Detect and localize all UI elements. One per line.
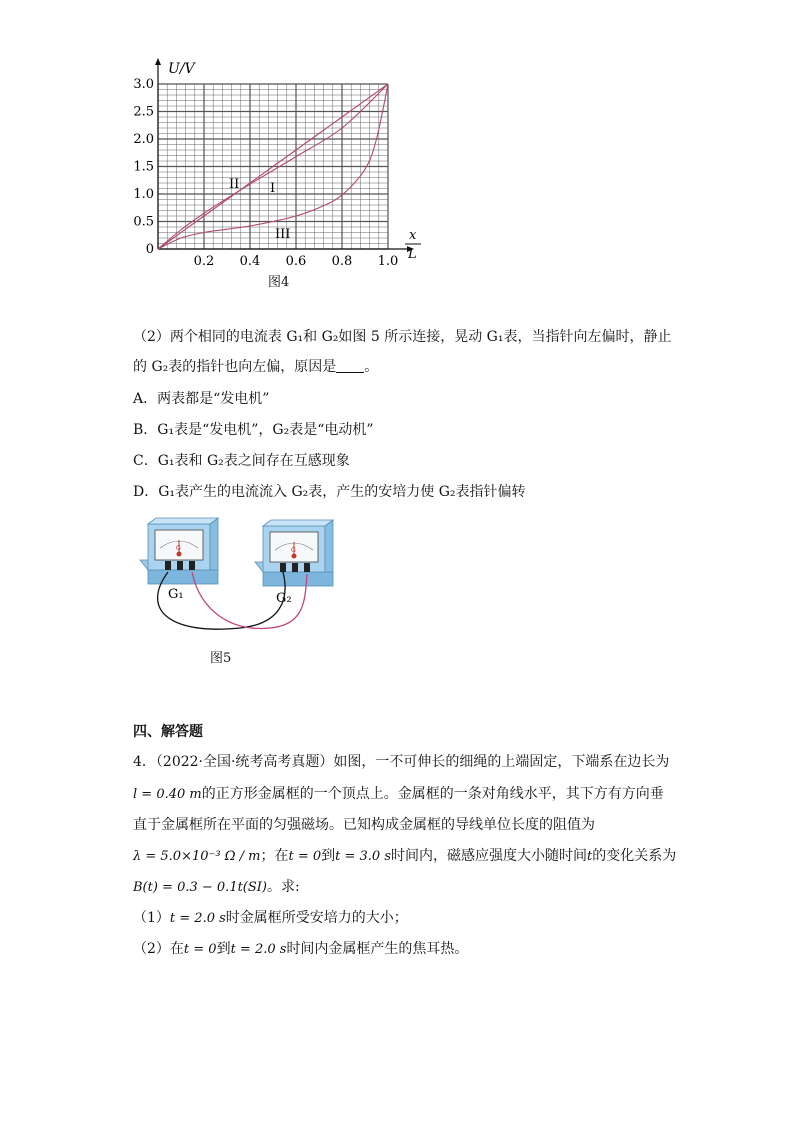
x-tick-label: 0.4	[239, 254, 261, 269]
q4-sub2-text: 时间内金属框产生的焦耳热。	[286, 941, 469, 957]
x-tick-label: 0.2	[193, 254, 215, 269]
y-tick-label: 3.0	[133, 77, 154, 92]
y-axis-arrow	[155, 58, 161, 65]
y-tick-label: 2.5	[133, 104, 154, 120]
q4-sub1	[133, 908, 408, 929]
x-axis-label-denominator: L	[408, 247, 417, 262]
q2-stem-line2	[133, 357, 378, 377]
y-tick-label: 0.5	[133, 214, 154, 230]
q4-line2	[133, 784, 664, 805]
section-heading: 四、解答题	[133, 724, 203, 740]
figure-4-caption: 图4	[268, 275, 290, 290]
q4-text: ；在	[260, 848, 289, 864]
x-axis-label-numerator: x	[409, 228, 417, 243]
q4-t-end: t = 3.0 s	[335, 849, 391, 864]
y-tick-label: 1.0	[133, 187, 154, 202]
q4-sub2-number: （2）在	[133, 941, 184, 957]
y-tick-label: 0	[145, 242, 154, 257]
q4-t-var: t	[586, 849, 593, 864]
q4-text: 到	[321, 848, 336, 864]
q4-resistance-per-length: λ = 5.0×10⁻³ Ω / m	[133, 849, 261, 864]
g1-label: G₁	[168, 587, 184, 602]
curve-label-III: III	[275, 227, 291, 242]
curve-label-I: I	[270, 181, 276, 196]
q4-text: 的变化关系为	[592, 848, 677, 864]
q4-line3: 直于金属框所在平面的匀强磁场。已知构成金属框的导线单位长度的阻值为	[133, 817, 595, 833]
y-tick-label: 2.0	[133, 132, 154, 147]
g2-label: G₂	[276, 591, 292, 606]
g2-dial-letter: G	[291, 547, 296, 554]
q2-stem-line2-text: 的 G₂表的指针也向左偏，原因是	[133, 359, 337, 375]
x-tick-label: 0.8	[331, 254, 353, 269]
figure-5-galvanometers	[130, 510, 350, 640]
q4-line5	[133, 877, 300, 898]
q2-option-c: C．G₁表和 G₂表之间存在互感现象	[133, 453, 350, 469]
q4-sub1-text: 时金属框所受安培力的大小；	[225, 910, 408, 926]
q4-sub2-t-end: t = 2.0 s	[230, 942, 287, 957]
y-tick-label: 1.5	[133, 159, 154, 175]
q4-text: 时间内，磁感应强度大小随时间	[390, 848, 587, 864]
curve-label-II: II	[229, 177, 240, 192]
q2-stem-line1: （2）两个相同的电流表 G₁和 G₂如图 5 所示连接，晃动 G₁表，当指针向左偏时，静止	[133, 329, 672, 345]
figure-4-chart	[130, 55, 430, 295]
q4-line4	[133, 846, 676, 867]
x-tick-label: 0.6	[285, 254, 307, 269]
answer-blank[interactable]	[336, 358, 364, 373]
q2-stem-line2-end: 。	[364, 359, 379, 375]
q4-b-formula: B(t) = 0.3 − 0.1t(SI)	[133, 880, 267, 895]
q2-option-d: D．G₁表产生的电流流入 G₂表，产生的安培力使 G₂表指针偏转	[133, 484, 526, 500]
q4-line1: 4．（2022·全国·统考高考真题）如图，一不可伸长的细绳的上端固定，下端系在边长为	[133, 754, 670, 770]
g1-dial-letter: G	[176, 545, 181, 552]
q4-t-start: t = 0	[288, 849, 322, 864]
q2-option-a: A．两表都是“发电机”	[133, 391, 270, 407]
q4-sub2-text: 到	[216, 941, 231, 957]
q4-sub1-time: t = 2.0 s	[169, 911, 226, 926]
q2-option-b: B．G₁表是“发电机”，G₂表是“电动机”	[133, 422, 374, 438]
q4-side-length: l = 0.40 m	[133, 787, 202, 802]
q4-line2-text: 的正方形金属框的一个顶点上。金属框的一条对角线水平，其下方有方向垂	[201, 786, 664, 802]
q4-sub1-number: （1）	[133, 910, 170, 926]
q4-line5-text: 。求:	[267, 879, 300, 895]
q4-sub2	[133, 939, 468, 960]
y-axis-label: U/V	[168, 61, 195, 77]
x-tick-label: 1.0	[377, 254, 399, 269]
figure-5-caption: 图5	[210, 651, 232, 666]
q4-sub2-t-start: t = 0	[183, 942, 217, 957]
